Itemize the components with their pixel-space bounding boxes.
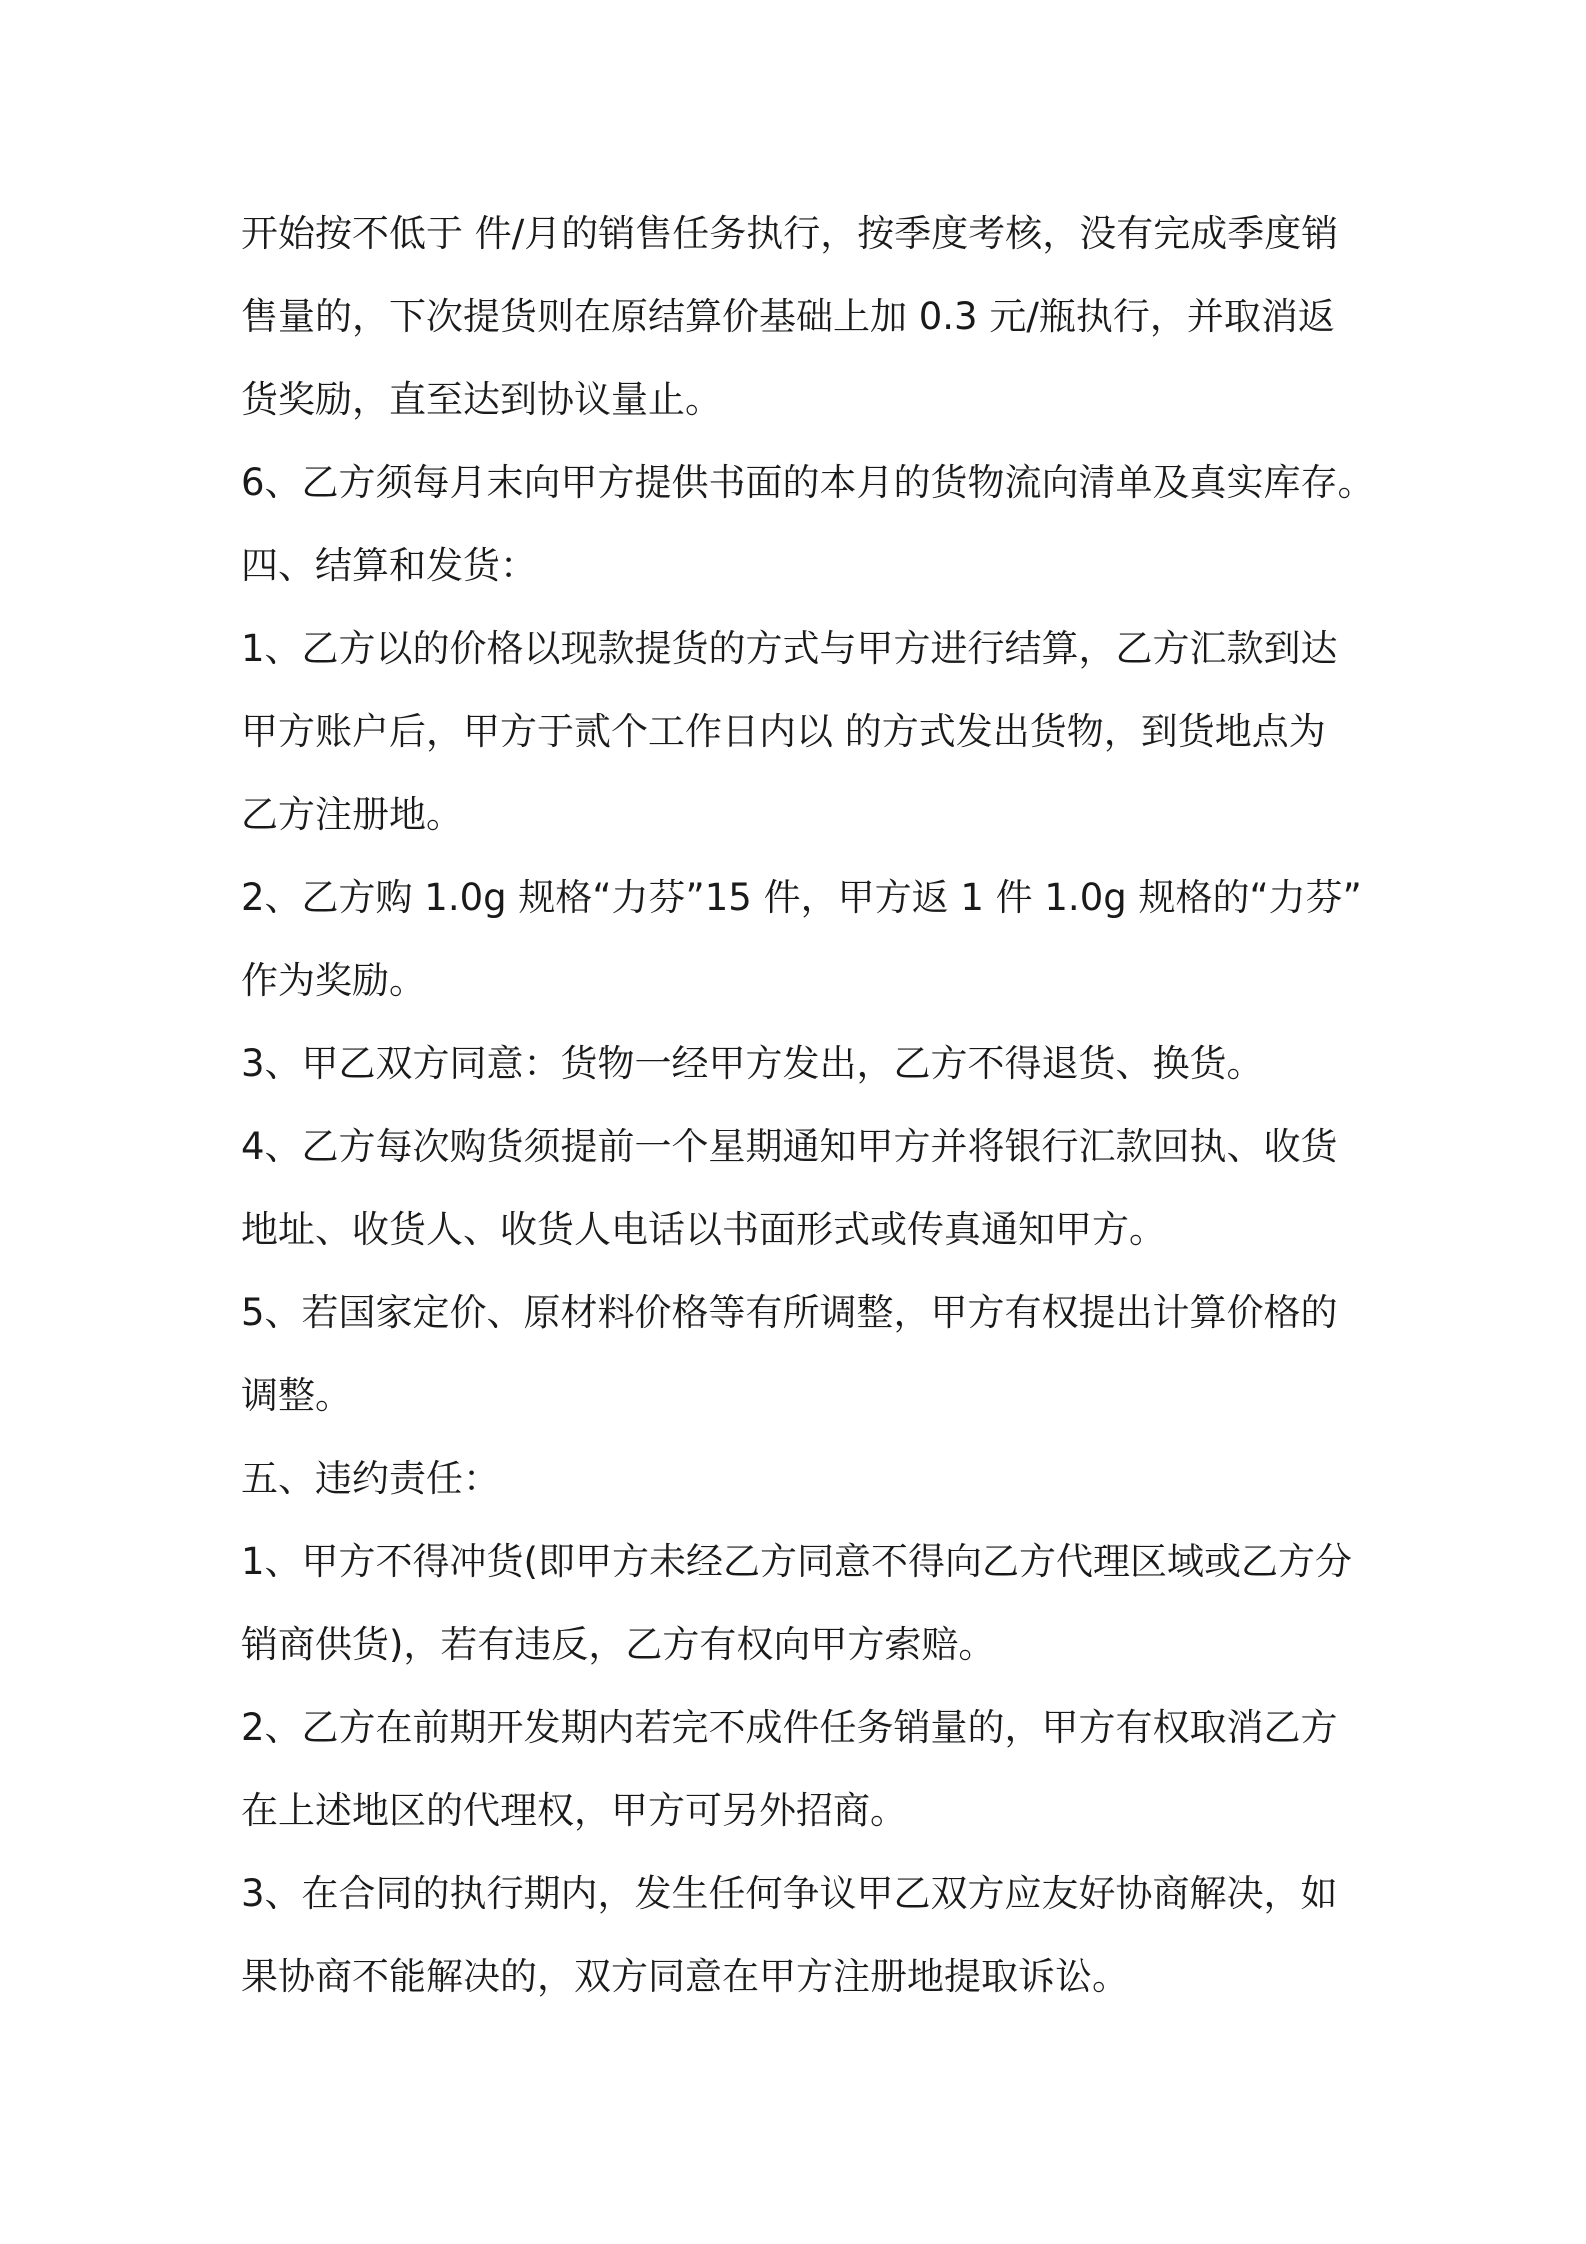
text-line: 开始按不低于 件/月的销售任务执行，按季度考核，没有完成季度销 — [241, 212, 1339, 255]
text-line: 甲方账户后，甲方于贰个工作日内以 的方式发出货物，到货地点为 — [241, 710, 1326, 753]
text-line: 作为奖励。 — [241, 959, 426, 1002]
text-line: 销商供货)，若有违反，乙方有权向甲方索赔。 — [241, 1623, 996, 1666]
text-line: 2、乙方购 1.0g 规格“力芬”15 件，甲方返 1 件 1.0g 规格的“力芬” — [241, 876, 1362, 919]
section-heading: 五、违约责任： — [241, 1457, 500, 1500]
text-line: 6、乙方须每月末向甲方提供书面的本月的货物流向清单及真实库存。 — [241, 461, 1375, 504]
text-line: 调整。 — [241, 1374, 352, 1417]
text-line: 3、在合同的执行期内，发生任何争议甲乙双方应友好协商解决，如 — [241, 1872, 1338, 1915]
text-line: 乙方注册地。 — [241, 793, 463, 836]
text-line: 果协商不能解决的，双方同意在甲方注册地提取诉讼。 — [241, 1955, 1129, 1998]
text-line: 地址、收货人、收货人电话以书面形式或传真通知甲方。 — [241, 1208, 1166, 1251]
text-line: 在上述地区的代理权，甲方可另外招商。 — [241, 1789, 907, 1832]
text-line: 售量的，下次提货则在原结算价基础上加 0.3 元/瓶执行，并取消返 — [241, 295, 1335, 338]
text-line: 货奖励，直至达到协议量止。 — [241, 378, 722, 421]
text-line: 1、乙方以的价格以现款提货的方式与甲方进行结算，乙方汇款到达 — [241, 627, 1338, 670]
document-body — [241, 192, 1375, 2018]
text-line: 4、乙方每次购货须提前一个星期通知甲方并将银行汇款回执、收货 — [241, 1125, 1338, 1168]
text-line: 1、甲方不得冲货(即甲方未经乙方同意不得向乙方代理区域或乙方分 — [241, 1540, 1352, 1583]
section-heading: 四、结算和发货： — [241, 544, 537, 587]
text-line: 2、乙方在前期开发期内若完不成件任务销量的，甲方有权取消乙方 — [241, 1706, 1338, 1749]
text-line: 5、若国家定价、原材料价格等有所调整，甲方有权提出计算价格的 — [241, 1291, 1338, 1334]
text-line: 3、甲乙双方同意：货物一经甲方发出，乙方不得退货、换货。 — [241, 1042, 1264, 1085]
